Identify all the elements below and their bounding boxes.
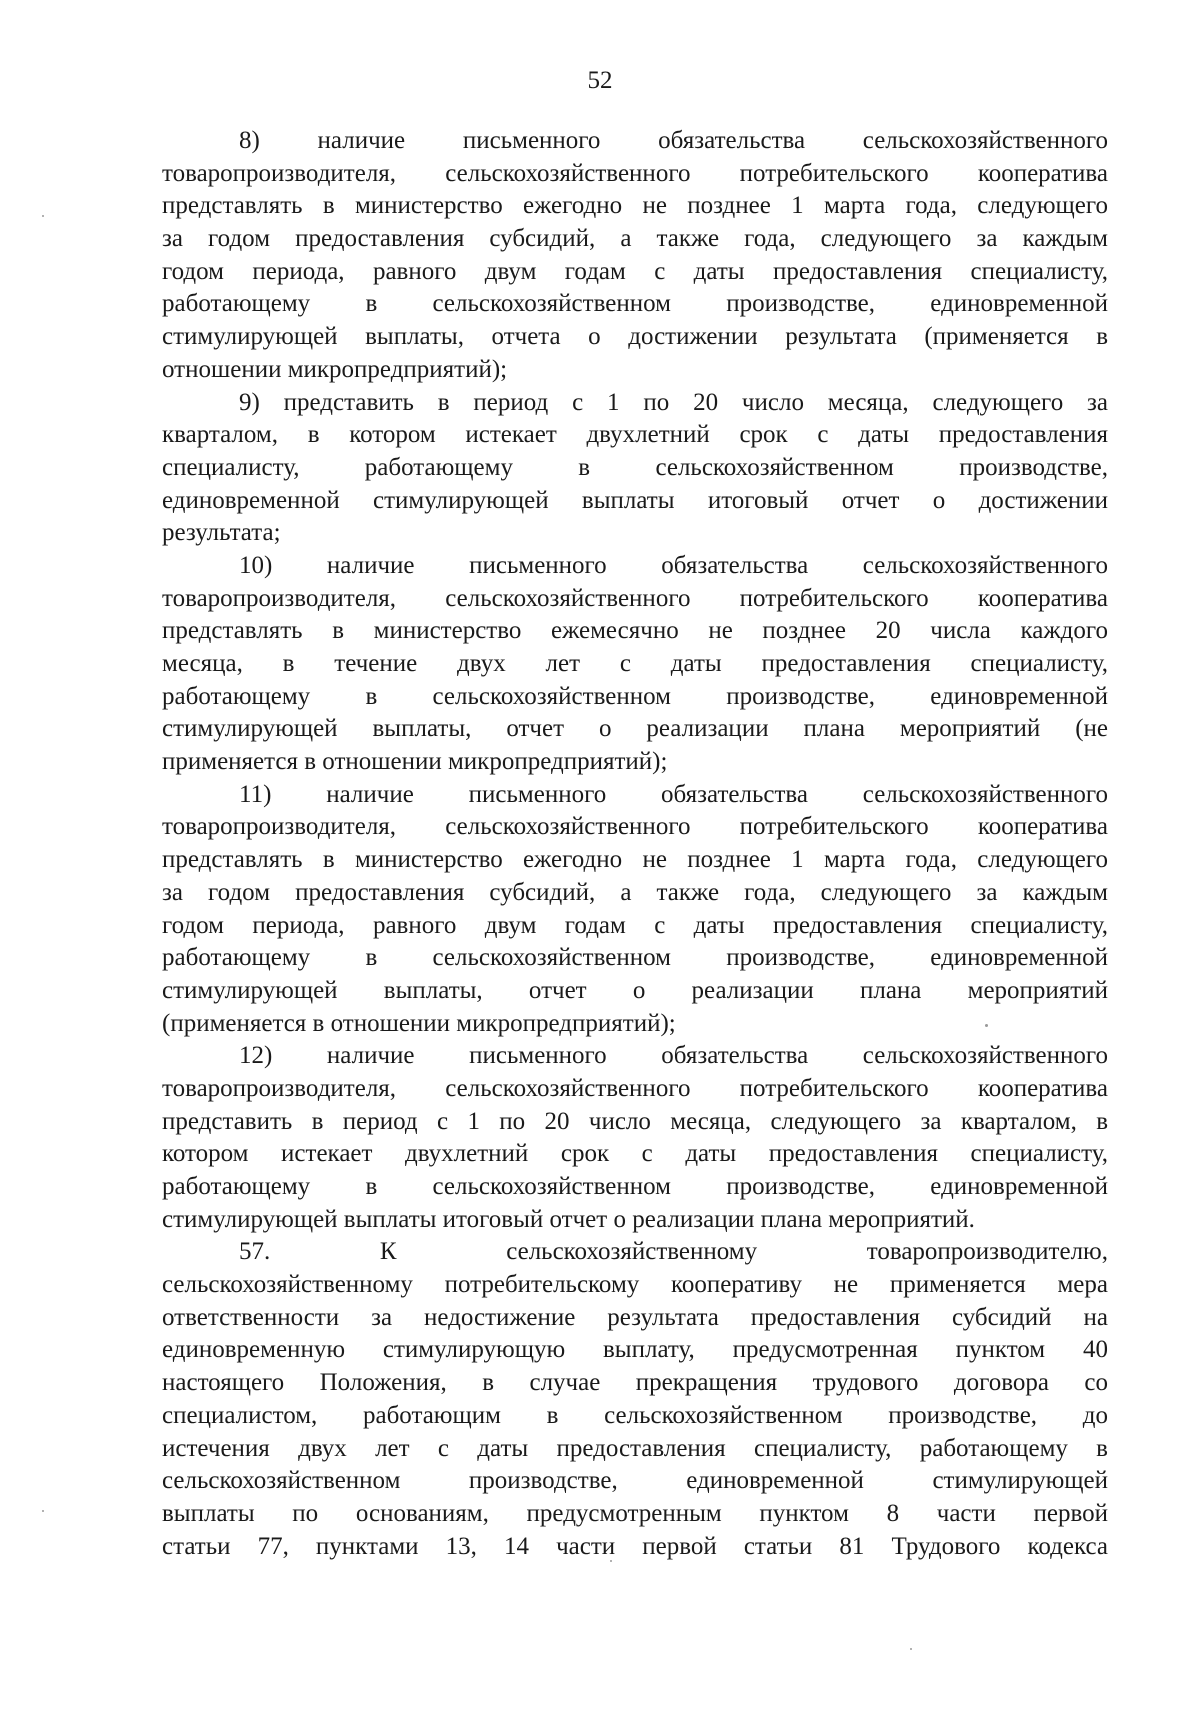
text-line: представлять в министерство ежемесячно не позднее 20 числа каждого	[162, 617, 1108, 645]
text-line: применяется в отношении микропредприятий);	[162, 748, 668, 776]
text-line: товаропроизводителя, сельскохозяйственного потребительского кооператива	[162, 159, 1108, 187]
text-line: стимулирующей выплаты, отчет о реализации плана мероприятий (не	[162, 715, 1108, 743]
text-line: результата;	[162, 519, 281, 547]
text-line: работающему в сельскохозяйственном производстве, единовременной	[162, 682, 1108, 710]
text-line: стимулирующей выплаты, отчета о достижении результата (применяется в	[162, 323, 1108, 351]
scan-speck	[610, 1560, 612, 1562]
text-line-item-10: 10) наличие письменного обязательства сельскохозяйственного	[239, 551, 1108, 579]
text-line: товаропроизводителя, сельскохозяйственного потребительского кооператива	[162, 1074, 1108, 1102]
text-line: котором истекает двухлетний срок с даты предоставления специалисту,	[162, 1140, 1108, 1168]
text-line-item-11: 11) наличие письменного обязательства сельскохозяйственного	[239, 780, 1108, 808]
document-body	[162, 125, 1108, 1563]
text-line: стимулирующей выплаты, отчет о реализации плана мероприятий	[162, 976, 1108, 1004]
text-line-item-8: 8) наличие письменного обязательства сельскохозяйственного	[239, 127, 1108, 154]
text-line: представить в период с 1 по 20 число месяца, следующего за кварталом, в	[162, 1107, 1108, 1135]
text-line: специалистом, работающим в сельскохозяйственном производстве, до	[162, 1401, 1108, 1429]
text-line: ответственности за недостижение результата предоставления субсидий на	[162, 1303, 1108, 1331]
text-line: работающему в сельскохозяйственном производстве, единовременной	[162, 290, 1108, 318]
text-line: товаропроизводителя, сельскохозяйственного потребительского кооператива	[162, 813, 1108, 841]
scan-speck	[42, 215, 44, 217]
text-line: единовременную стимулирующую выплату, предусмотренная пунктом 40	[162, 1336, 1108, 1364]
text-line: месяца, в течение двух лет с даты предоставления специалисту,	[162, 650, 1108, 677]
text-line: сельскохозяйственном производстве, единовременной стимулирующей	[162, 1467, 1108, 1495]
text-line: выплаты по основаниям, предусмотренным пунктом 8 части первой	[162, 1499, 1108, 1527]
text-line: единовременной стимулирующей выплаты итоговый отчет о достижении	[162, 486, 1108, 514]
text-line: истечения двух лет с даты предоставления специалисту, работающему в	[162, 1434, 1108, 1462]
text-line: кварталом, в котором истекает двухлетний срок с даты предоставления	[162, 421, 1108, 449]
text-line: отношении микропредприятий);	[162, 355, 508, 383]
text-line: представлять в министерство ежегодно не позднее 1 марта года, следующего	[162, 192, 1108, 220]
text-line: настоящего Положения, в случае прекращения трудового договора со	[162, 1369, 1108, 1397]
scan-speck	[910, 1648, 912, 1650]
text-line: товаропроизводителя, сельскохозяйственного потребительского кооператива	[162, 584, 1108, 612]
text-line: статьи 77, пунктами 13, 14 части первой статьи 81 Трудового кодекса	[162, 1532, 1108, 1560]
text-line: специалисту, работающему в сельскохозяйственном производстве,	[162, 453, 1108, 481]
text-line: за годом предоставления субсидий, а также года, следующего за каждым	[162, 225, 1108, 253]
text-line-item-12: 12) наличие письменного обязательства сельскохозяйственного	[239, 1042, 1108, 1070]
page-number: 52	[587, 67, 613, 94]
text-line: (применяется в отношении микропредприятий);	[162, 1009, 676, 1037]
text-line: стимулирующей выплаты итоговый отчет о реализации плана мероприятий.	[162, 1205, 975, 1233]
text-line-paragraph-57: 57. К сельскохозяйственному товаропроизводителю,	[239, 1238, 1108, 1266]
text-line-item-9: 9) представить в период с 1 по 20 число месяца, следующего за	[239, 388, 1108, 416]
scan-speck	[985, 1024, 988, 1027]
text-line: годом периода, равного двум годам с даты предоставления специалисту,	[162, 257, 1108, 285]
text-line: представлять в министерство ежегодно не позднее 1 марта года, следующего	[162, 846, 1108, 874]
text-line: работающему в сельскохозяйственном производстве, единовременной	[162, 944, 1108, 972]
text-line: за годом предоставления субсидий, а также года, следующего за каждым	[162, 878, 1108, 906]
text-line: сельскохозяйственному потребительскому кооперативу не применяется мера	[162, 1271, 1108, 1299]
text-line: работающему в сельскохозяйственном производстве, единовременной	[162, 1173, 1108, 1200]
scan-speck	[42, 1510, 44, 1512]
text-line: годом периода, равного двум годам с даты предоставления специалисту,	[162, 911, 1108, 939]
